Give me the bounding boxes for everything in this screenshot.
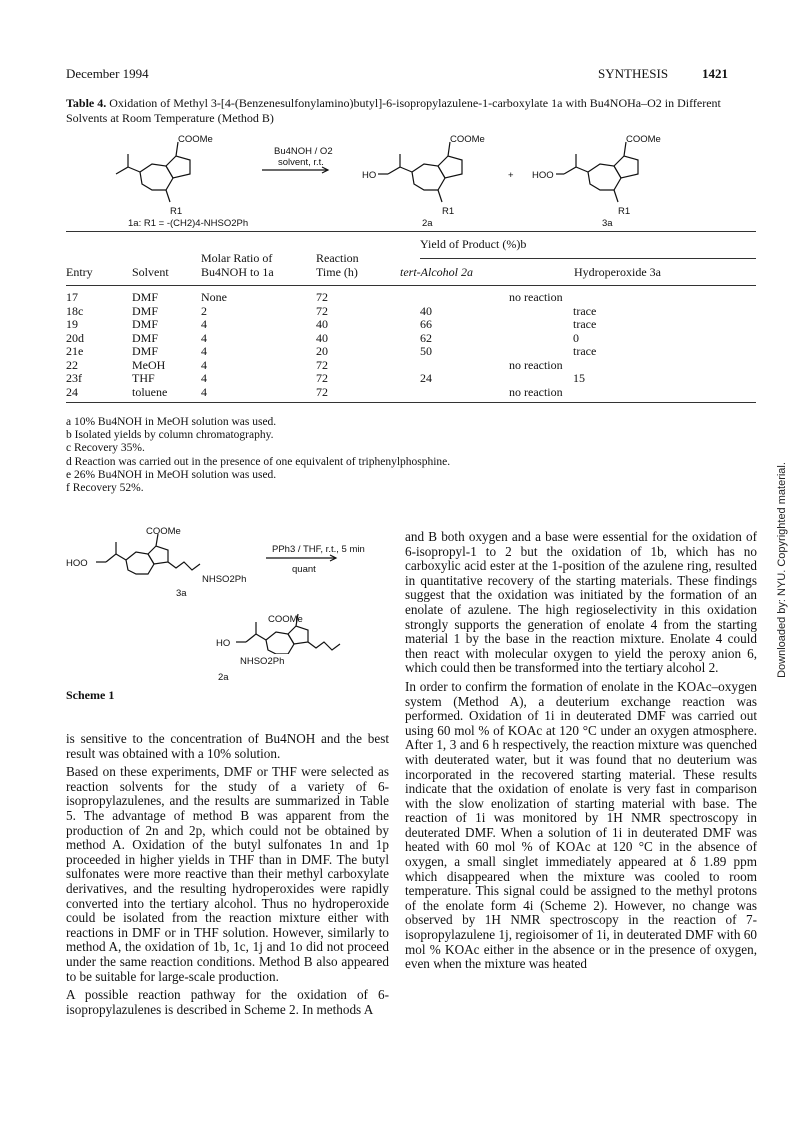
scheme1-sulfonamide-2a: NHSO2Ph (240, 656, 285, 667)
scheme1-label-3a: 3a (176, 588, 187, 599)
cell-no-reaction: no reaction (509, 384, 563, 399)
body-paragraph: and B both oxygen and a base were essential for the oxidation of 6-isopropyl-1 to 2 but the oxidation of 1b, which has no carboxylic acid ester at the 1-position of the azulene ring, resulted in quantitative recovery of the starting materials. These findings suggest that the oxidation was initiated by the formation of an enolate of azulene. The high regioselectivity in this oxidation strongly supports the generation of enolate 4 from the starting material 1 by the base in the reaction mixture. Enolate 4 could then react with molecular oxygen to yield the peroxy anion 6, which could then be transformed into the tertiary alcohol 2. (405, 529, 757, 676)
r1-label-2a: R1 (442, 206, 455, 217)
header-page-number: 1421 (702, 66, 728, 81)
cell-entry: 19 (66, 317, 78, 331)
cell-solvent: DMF (132, 290, 159, 304)
ester-label-3a: COOMe (626, 134, 661, 145)
cell-alcohol-yield: 62 (420, 330, 432, 345)
azulene-structure-3a (556, 142, 638, 202)
cell-molar-ratio: 4 (201, 344, 207, 358)
scheme1-label-2a: 2a (218, 672, 229, 683)
header-hydroperoxide: Hydroperoxide 3a (574, 265, 661, 279)
cell-molar-ratio: 4 (201, 357, 207, 372)
header-date: December 1994 (66, 66, 149, 81)
azulene-structure-1a (116, 142, 190, 202)
hoo-label-3a: HOO (532, 170, 554, 181)
table-footnote: c Recovery 35%. (66, 442, 145, 455)
cell-time: 20 (316, 344, 328, 358)
table-footnote: e 26% Bu4NOH in MeOH solution was used. (66, 468, 277, 481)
ester-label-2a: COOMe (450, 134, 485, 145)
table-caption-text: Oxidation of Methyl 3-[4-(Benzenesulfonylamino)butyl]-6-isopropylazulene-1-carboxylate 1a with Bu4NOHa–O2 in Different Solvents at Room Temperature (Method B) (66, 96, 721, 125)
cell-solvent: THF (132, 371, 155, 385)
cell-hydroperoxide-yield: trace (573, 317, 597, 331)
header-molar-ratio: Molar Ratio of (201, 251, 273, 265)
r1-label-3a: R1 (618, 206, 631, 217)
ester-label-1a: COOMe (178, 134, 213, 145)
cell-entry: 23f (66, 371, 82, 385)
cell-solvent: MeOH (132, 357, 166, 372)
table-top-rule (66, 231, 756, 232)
scheme1-ester-label-2a: COOMe (268, 614, 303, 625)
left-text-column (66, 732, 389, 1021)
right-text-column (405, 530, 757, 976)
cell-hydroperoxide-yield: trace (573, 303, 597, 318)
cell-time: 72 (316, 357, 328, 372)
cell-time: 72 (316, 371, 328, 385)
header-molar-ratio-2: Bu4NOH to 1a (201, 265, 274, 279)
header-yield: Yield of Product (%)b (420, 237, 527, 251)
cell-entry: 22 (66, 357, 78, 372)
table-footnote: b Isolated yields by column chromatography. (66, 429, 274, 442)
cell-alcohol-yield: 40 (420, 303, 432, 318)
header-entry: Entry (66, 265, 93, 279)
scheme1-caption: Scheme 1 (66, 688, 115, 702)
cell-solvent: DMF (132, 303, 159, 318)
header-journal: SYNTHESIS (598, 66, 669, 81)
table-header-rule (66, 285, 756, 286)
azulene-structure-2a (378, 142, 462, 202)
cell-time: 40 (316, 330, 328, 345)
cell-entry: 18c (66, 303, 84, 318)
cell-molar-ratio: 4 (201, 317, 207, 331)
cell-molar-ratio: None (201, 290, 227, 304)
scheme1-sulfonamide-3a: NHSO2Ph (202, 574, 247, 585)
body-paragraph: is sensitive to the concentration of Bu4NOH and the best result was obtained with a 10% solution. (66, 731, 389, 761)
cell-hydroperoxide-yield: 15 (573, 371, 585, 385)
cell-molar-ratio: 4 (201, 371, 207, 385)
cell-time: 40 (316, 317, 328, 331)
table-footnote: a 10% Bu4NOH in MeOH solution was used. (66, 416, 277, 428)
scheme1-diagram (66, 524, 386, 654)
cell-no-reaction: no reaction (509, 290, 563, 304)
plus-sign: + (508, 170, 514, 181)
r1-label-1a: R1 (170, 206, 183, 217)
cell-solvent: DMF (132, 317, 159, 331)
compound-label-2a: 2a (422, 218, 433, 228)
cell-entry: 20d (66, 330, 84, 345)
table-caption (66, 96, 756, 126)
side-copyright-note: Downloaded by: NYU. Copyrighted material. (776, 462, 788, 678)
cell-hydroperoxide-yield: trace (573, 344, 597, 358)
cell-entry: 17 (66, 290, 78, 304)
cell-molar-ratio: 4 (201, 330, 207, 345)
cell-molar-ratio: 4 (201, 384, 207, 399)
table-caption-label: Table 4. (66, 96, 107, 110)
table-body (66, 291, 756, 401)
table-bottom-rule (66, 402, 756, 403)
cell-molar-ratio: 2 (201, 303, 207, 318)
cell-alcohol-yield: 24 (420, 371, 432, 385)
table-footnote: f Recovery 52%. (66, 482, 144, 494)
scheme1-reagent: PPh3 / THF, r.t., 5 min (272, 544, 365, 555)
body-paragraph: A possible reaction pathway for the oxidation of 6-isopropylazulenes is described in Scheme 2. In methods A (66, 987, 389, 1017)
body-paragraph: In order to confirm the formation of enolate in the KOAc–oxygen system (Method A), a deuterium exchange reaction was performed. Oxidation of 1i in deuterated DMF was carried out using 60 mol % of KOAc at 120 °C under an oxygen atmosphere. After 1, 3 and 6 h respectively, the reaction mixture was quenched with deuterated water, but it was found that no deuterium was incorporated in the recovered starting material. These results indicate that the oxidation of enolate is very fast in comparison with the slow enolization of starting material with base. The reaction of 1i was monitored by 1H NMR spectroscopy in deuterated DMF. When a solution of 1i in deuterated DMF was heated with 60 mol % of KOAc at 120 °C in the absence of oxygen, a small singlet immediately appeared at δ 1.89 ppm which disappeared when the mixture was cooled to room temperature. This signal could be assigned to the methyl protons of the enolate form 4i (Scheme 2). However, no change was observed by 1H NMR spectroscopy in the reaction of 7-isopropylazulene 1j, regioisomer of 1i, in deuterated DMF with 60 mol % KOAc either in the absence or in the presence of oxygen, even when the mixture was heated (405, 678, 757, 972)
scheme1-ester-label-3a: COOMe (146, 526, 181, 537)
reagent-label: Bu4NOH / O2 (274, 146, 333, 157)
compound-label-1a: 1a: R1 = -(CH2)4-NHSO2Ph (128, 218, 249, 228)
header-reaction: Reaction (316, 251, 359, 265)
cell-no-reaction: no reaction (509, 357, 563, 372)
cell-solvent: DMF (132, 330, 159, 345)
table-reaction-scheme (66, 132, 756, 228)
cell-time: 72 (316, 303, 328, 318)
cell-hydroperoxide-yield: 0 (573, 330, 579, 345)
compound-label-3a: 3a (602, 218, 613, 228)
azulene-structure-3a-scheme (96, 534, 200, 574)
cell-entry: 21e (66, 344, 84, 358)
scheme1-result: quant (292, 564, 316, 575)
header-alcohol: tert-Alcohol 2a (400, 265, 473, 279)
cell-alcohol-yield: 50 (420, 344, 432, 358)
ho-label-2a: HO (362, 170, 377, 181)
scheme1-hoo-label: HOO (66, 558, 88, 569)
cell-time: 72 (316, 290, 328, 304)
cell-alcohol-yield: 66 (420, 317, 432, 331)
header-solvent: Solvent (132, 265, 169, 279)
body-paragraph: Based on these experiments, DMF or THF were selected as reaction solvents for the study of a variety of 6-isopropylazulenes, and the results are summarized in Table 5. The advantage of method B was apparent from the production of 2n and 2p, which could not be obtained by method A. Oxidation of the butyl sulfonates 1n and 1p proceeded in higher yields in THF than in DMF. The butyl sulfonates were more reactive than their methyl carboxylate derivatives, and the resulting hydroperoxides were rapidly converted into the tertiary alcohol. Thus no hydroperoxide could be isolated from the reaction mixture either with reactions in DMF or in THF solution. However, similarly to method A, the oxidation of 1b, 1c, 1j and 1o did not proceed under the same reaction conditions. Method B also appeared to be suitable for large-scale production. (66, 764, 389, 984)
cell-time: 72 (316, 384, 328, 399)
cell-solvent: toluene (132, 384, 168, 399)
table-footnote: d Reaction was carried out in the presence of one equivalent of triphenylphosphine. (66, 455, 451, 468)
cell-entry: 24 (66, 384, 78, 399)
cell-solvent: DMF (132, 344, 159, 358)
conditions-label: solvent, r.t. (278, 157, 324, 168)
header-time: Time (h) (316, 265, 358, 279)
scheme1-ho-label: HO (216, 638, 231, 649)
table-header (66, 238, 756, 284)
